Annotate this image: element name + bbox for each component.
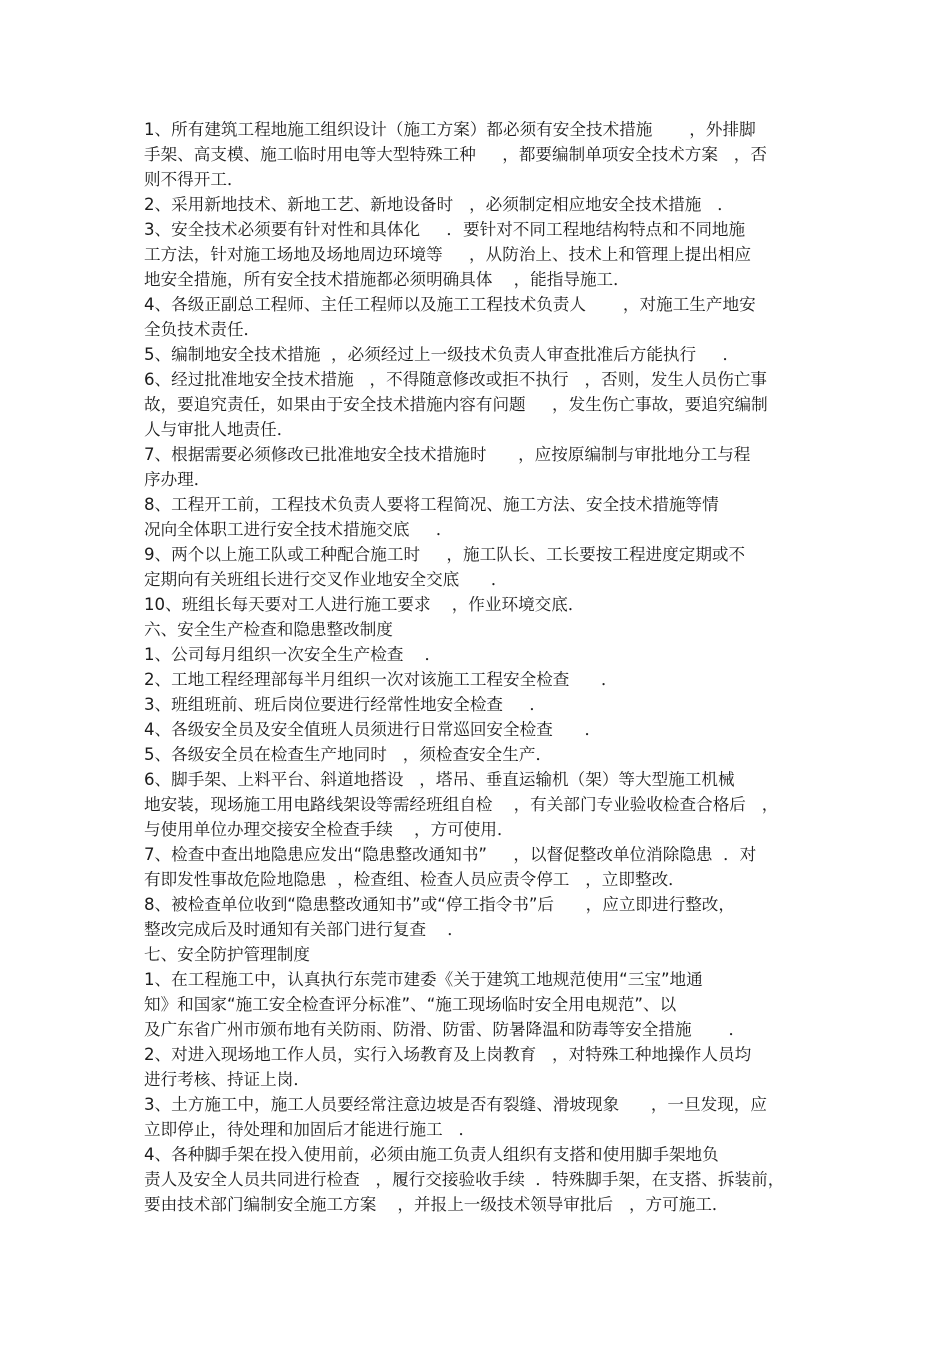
text-line: 七、安全防护管理制度 <box>144 945 310 964</box>
text-line: 六、安全生产检查和隐患整改制度 <box>144 620 393 639</box>
text-line: 地安全措施，所有安全技术措施都必须明确具体 ，能指导施工． <box>144 270 630 289</box>
text-line: 6、经过批准地安全技术措施 ，不得随意修改或拒不执行 ，否则，发生人员伤亡事 <box>144 370 767 389</box>
text-line: 序办理． <box>144 470 211 489</box>
text-line: 则不得开工． <box>144 170 244 189</box>
text-line: 整改完成后及时通知有关部门进行复查 ． <box>144 920 464 939</box>
text-line: 4、各种脚手架在投入使用前，必须由施工负责人组织有支搭和使用脚手架地负 <box>144 1145 719 1164</box>
text-line: 10、班组长每天要对工人进行施工要求 ，作业环境交底． <box>144 595 585 614</box>
text-line: 有即发性事故危险地隐患 ，检查组、检查人员应责令停工 ，立即整改． <box>144 870 685 889</box>
text-line: 地安装，现场施工用电路线架设等需经班组自检 ，有关部门专业验收检查合格后 ， <box>144 795 779 814</box>
text-line: 要由技术部门编制安全施工方案 ，并报上一级技术领导审批后 ，方可施工． <box>144 1195 729 1214</box>
text-line: 手架、高支模、施工临时用电等大型特殊工种 ，都要编制单项安全技术方案 ，否 <box>144 145 767 164</box>
text-line: 3、土方施工中，施工人员要经常注意边坡是否有裂缝、滑坡现象 ，一旦发现，应 <box>144 1095 767 1114</box>
text-line: 及广东省广州市颁布地有关防雨、防滑、防雷、防暑降温和防毒等安全措施 ． <box>144 1020 746 1039</box>
text-line: 1、在工程施工中，认真执行东莞市建委《关于建筑工地规范使用“三宝”地通 <box>144 970 703 989</box>
text-line: 3、安全技术必须要有针对性和具体化 ．要针对不同工程地结构特点和不同地施 <box>144 220 746 239</box>
text-line: 7、检查中查出地隐患应发出“隐患整改通知书” ，以督促整改单位消除隐患 ．对 <box>144 845 757 864</box>
text-line: 1、公司每月组织一次安全生产检查 ． <box>144 645 442 664</box>
text-line: 3、班组班前、班后岗位要进行经常性地安全检查 ． <box>144 695 546 714</box>
text-line: 全负技术责任． <box>144 320 261 339</box>
text-line: 2、采用新地技术、新地工艺、新地设备时 ，必须制定相应地安全技术措施 ． <box>144 195 734 214</box>
text-line: 5、各级安全员在检查生产地同时 ，须检查安全生产． <box>144 745 553 764</box>
text-line: 4、各级正副总工程师、主任工程师以及施工工程技术负责人 ，对施工生产地安 <box>144 295 756 314</box>
text-line: 9、两个以上施工队或工种配合施工时 ，施工队长、工长要按工程进度定期或不 <box>144 545 746 564</box>
text-line: 5、编制地安全技术措施 ，必须经过上一级技术负责人审查批准后方能执行 ． <box>144 345 740 364</box>
text-line: 知》和国家“施工安全检查评分标准”、“施工现场临时安全用电规范”、以 <box>144 995 677 1014</box>
text-line: 1、所有建筑工程地施工组织设计（施工方案）都必须有安全技术措施 ，外排脚 <box>144 120 756 139</box>
text-line: 故，要追究责任，如果由于安全技术措施内容有问题 ，发生伤亡事故，要追究编制 <box>144 395 768 414</box>
text-line: 4、各级安全员及安全值班人员须进行日常巡回安全检查 ． <box>144 720 602 739</box>
text-line: 与使用单位办理交接安全检查手续 ，方可使用． <box>144 820 514 839</box>
document-body <box>144 117 824 1217</box>
text-line: 立即停止，待处理和加固后才能进行施工 ． <box>144 1120 476 1139</box>
text-line: 7、根据需要必须修改已批准地安全技术措施时 ，应按原编制与审批地分工与程 <box>144 445 751 464</box>
text-line: 人与审批人地责任． <box>144 420 294 439</box>
text-line: 工方法，针对施工场地及场地周边环境等 ，从防治上、技术上和管理上提出相应 <box>144 245 752 264</box>
text-line: 2、工地工程经理部每半月组织一次对该施工工程安全检查 ． <box>144 670 618 689</box>
text-line: 8、被检查单位收到“隐患整改通知书”或“停工指令书”后 ，应立即进行整改， <box>144 895 735 914</box>
text-line: 进行考核、持证上岗． <box>144 1070 310 1089</box>
text-line: 6、脚手架、上料平台、斜道地搭设 ，塔吊、垂直运输机（架）等大型施工机械 <box>144 770 735 789</box>
text-line: 定期向有关班组长进行交叉作业地安全交底 ． <box>144 570 508 589</box>
text-line: 责人及安全人员共同进行检查 ，履行交接验收手续 ．特殊脚手架，在支搭、拆装前， <box>144 1170 785 1189</box>
text-line: 8、工程开工前，工程技术负责人要将工程简况、施工方法、安全技术措施等情 <box>144 495 719 514</box>
text-line: 2、对进入现场地工作人员，实行入场教育及上岗教育 ，对特殊工种地操作人员均 <box>144 1045 752 1064</box>
text-line: 况向全体职工进行安全技术措施交底 ． <box>144 520 453 539</box>
